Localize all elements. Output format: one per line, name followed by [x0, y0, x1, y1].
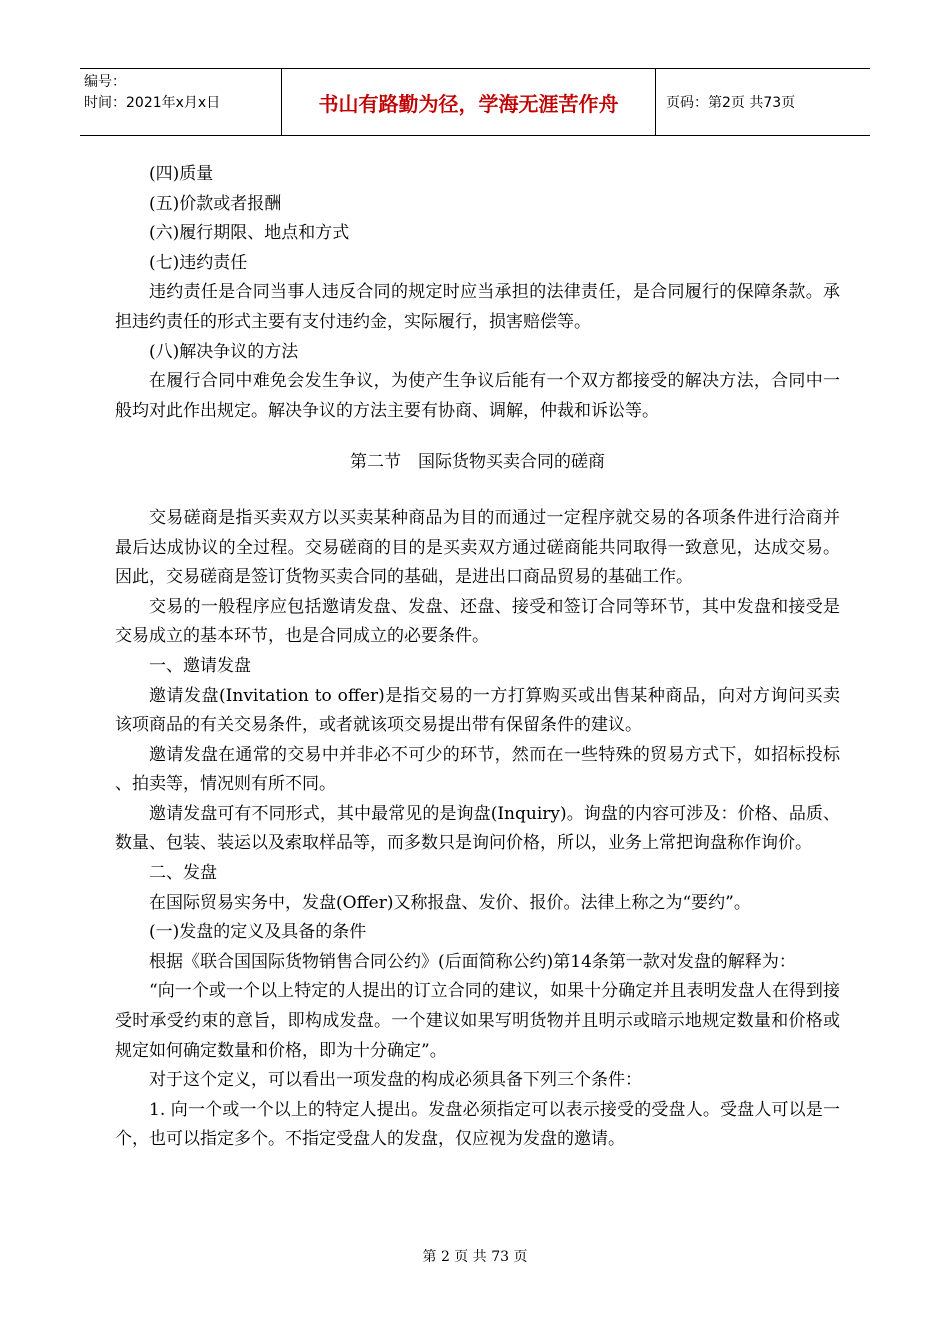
list-item-dispute: (八)解决争议的方法 [149, 341, 299, 362]
paragraph: 在国际贸易实务中，发盘(Offer)又称报盘、发价、报价。法律上称之为“要约”。 [149, 892, 751, 913]
subheading: 二、发盘 [149, 863, 217, 884]
paragraph: 交易的一般程序应包括邀请发盘、发盘、还盘、接受和签订合同等环节，其中发盘和接受是交易成立的基本环节，也是合同成立的必要条件。 [115, 596, 840, 647]
quotation: “向一个或一个以上特定的人提出的订立合同的建议，如果十分确定并且表明发盘人在得到接受时承受约束的意旨，即构成发盘。一个建议如果写明货物并且明示或暗示地规定数量和价格或规定如何确定数量和价格，即为十分确定”。 [115, 981, 840, 1061]
paragraph: 邀请发盘可有不同形式，其中最常见的是询盘(Inquiry)。询盘的内容可涉及：价格、品质、数量、包装、装运以及索取样品等，而多数只是询问价格，所以，业务上常把询盘称作询价。 [115, 803, 840, 854]
header-meta [80, 69, 282, 135]
paragraph: 对于这个定义，可以看出一项发盘的构成必须具备下列三个条件： [149, 1070, 642, 1091]
paragraph: 违约责任是合同当事人违反合同的规定时应当承担的法律责任，是合同履行的保障条款。承担违约责任的形式主要有支付违约金，实际履行，损害赔偿等。 [115, 282, 840, 332]
document-number-label: 编号： [84, 74, 126, 90]
paragraph: 邀请发盘(Invitation to offer)是指交易的一方打算购买或出售某种商品，向对方询问买卖该项商品的有关交易条件，或者就该项交易提出带有保留条件的建议。 [115, 685, 840, 736]
header-motto: 书山有路勤为径，学海无涯苦作舟 [282, 69, 656, 135]
section-title: 第二节 国际货物买卖合同的磋商 [350, 452, 605, 473]
paragraph: 交易磋商是指买卖双方以买卖某种商品为目的而通过一定程序就交易的各项条件进行洽商并最后达成协议的全过程。交易磋商的目的是买卖双方通过磋商能共同取得一致意见，达成交易。因此，交易磋商是签订货物买卖合同的基础，是进出口商品贸易的基础工作。 [115, 507, 840, 588]
paragraph: 根据《联合国国际货物销售合同公约》(后面简称公约)第14条第一款对发盘的解释为： [149, 951, 796, 972]
page-footer: 第 2 页 共 73 页 [422, 1249, 528, 1265]
document-date-label: 时间：2021年x月x日 [84, 95, 221, 111]
list-item-liability: (七)违约责任 [149, 252, 248, 273]
document-body [115, 160, 840, 1155]
list-item-performance: (六)履行期限、地点和方式 [149, 223, 350, 244]
list-item-price: (五)价款或者报酬 [149, 193, 282, 214]
paragraph: 在履行合同中难免会发生争议，为使产生争议后能有一个双方都接受的解决方法，合同中一般均对此作出规定。解决争议的方法主要有协商、调解，仲裁和诉讼等。 [115, 371, 840, 421]
header-page-number: 页码：第2页 共73页 [666, 95, 796, 111]
paragraph: 1. 向一个或一个以上的特定人提出。发盘必须指定可以表示接受的受盘人。受盘人可以是一个，也可以指定多个。不指定受盘人的发盘，仅应视为发盘的邀请。 [115, 1099, 840, 1150]
page-header [80, 68, 870, 136]
subheading: 一、邀请发盘 [149, 655, 251, 676]
subheading: (一)发盘的定义及具备的条件 [149, 922, 367, 943]
paragraph: 邀请发盘在通常的交易中并非必不可少的环节，然而在一些特殊的贸易方式下，如招标投标 、拍卖等，情况则有所不同。 [115, 744, 840, 795]
list-item-quality: (四)质量 [149, 164, 214, 184]
